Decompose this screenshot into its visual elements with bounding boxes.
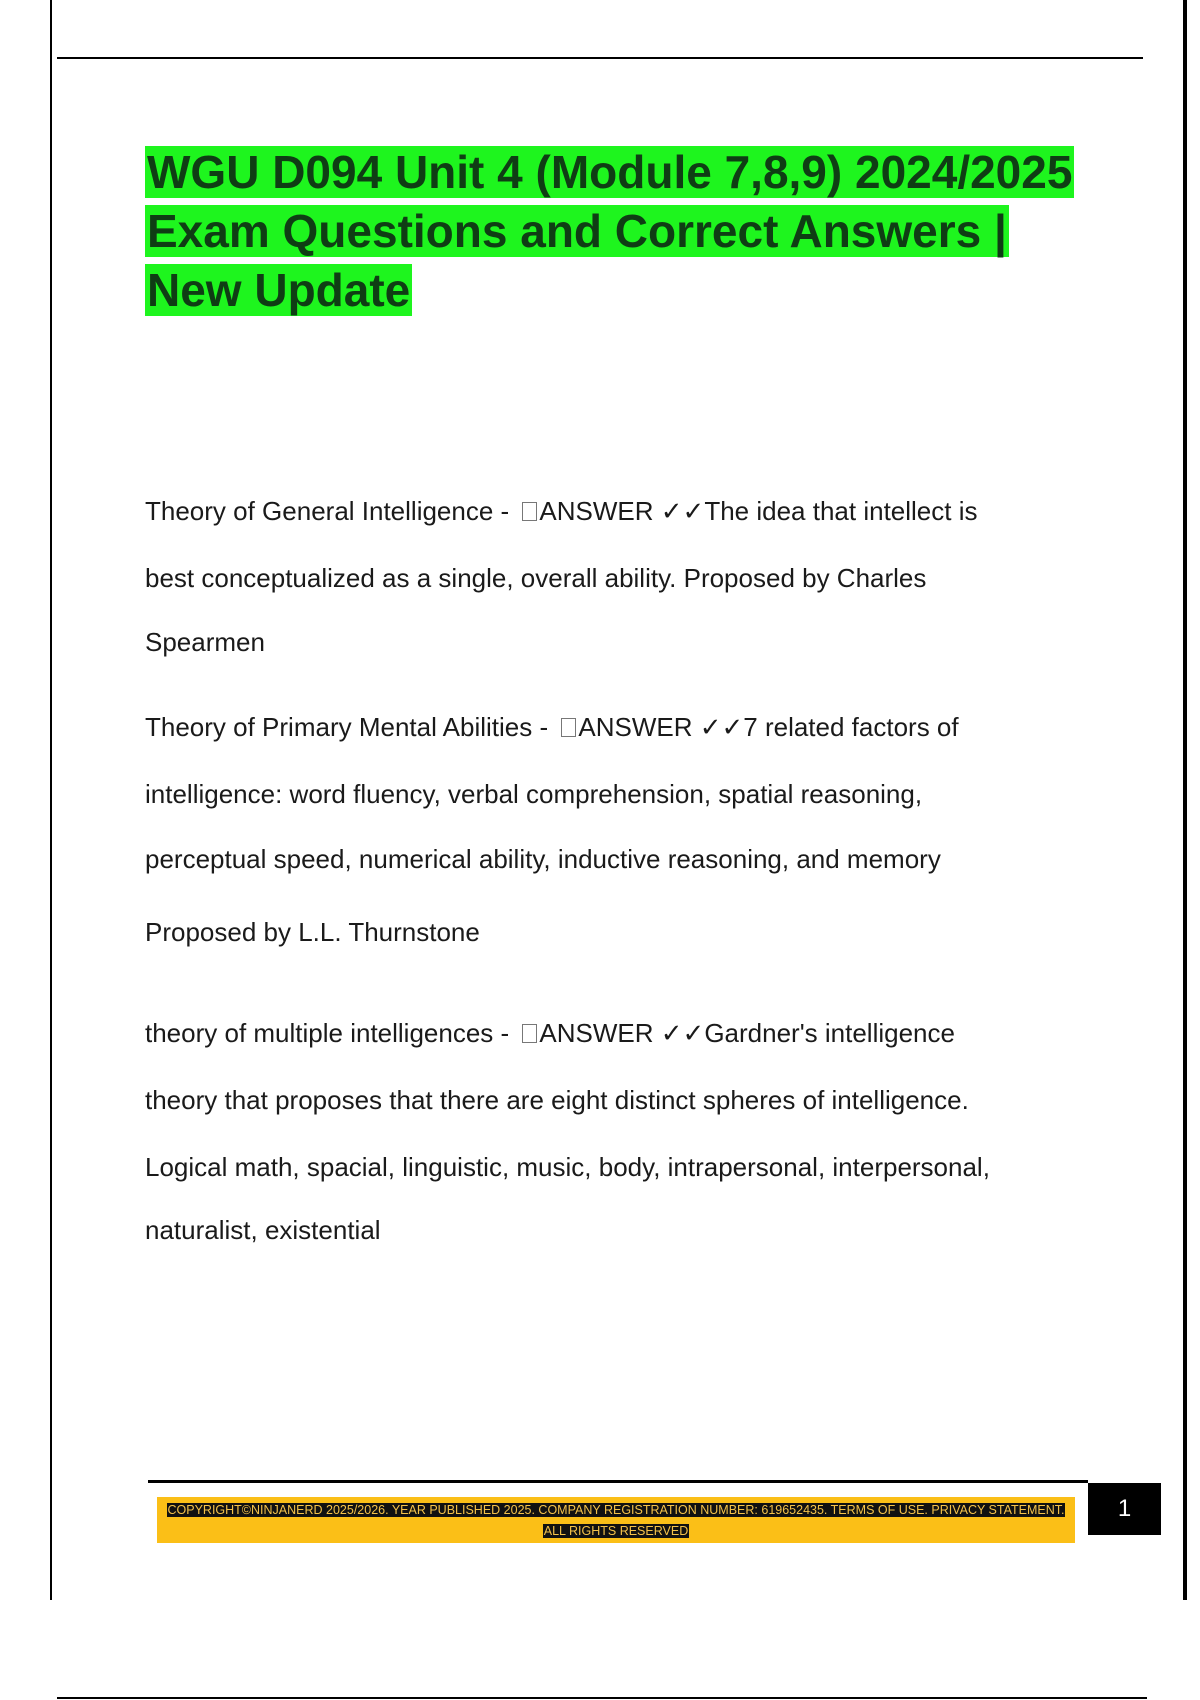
answer-text: ANSWER ✓✓The idea that intellect is [539,496,978,526]
copyright-text: COPYRIGHT©NINJANERD 2025/2026. YEAR PUBLISHED 2025. COMPANY REGISTRATION NUMBER: 619652435. TERMS OF USE. PRIVACY STATEMENT. ALL RIGHTS RESERVED [167,1503,1065,1538]
page-frame-left [50,0,52,1600]
qa-entry [145,1000,1090,1259]
answer-text: ANSWER ✓✓7 related factors of [578,712,959,742]
qa-line: naturalist, existential [145,1215,381,1245]
qa-line: intelligence: word fluency, verbal comprehension, spatial reasoning, [145,779,923,809]
missing-glyph-icon [561,718,576,737]
qa-line: Logical math, spacial, linguistic, music, body, intrapersonal, interpersonal, [145,1152,990,1182]
qa-entry [145,694,1090,974]
qa-entry [145,478,1090,672]
next-page-rule [57,1697,1147,1699]
answer-text: ANSWER ✓✓Gardner's intelligence [539,1018,955,1048]
qa-line [145,478,1090,545]
question-term: theory of multiple intelligences - [145,1018,517,1048]
qa-line: Proposed by L.L. Thurnstone [145,917,480,947]
copyright-notice [160,1500,1072,1542]
document-title-text: WGU D094 Unit 4 (Module 7,8,9) 2024/2025 Exam Questions and Correct Answers | New Update [147,146,1073,316]
missing-glyph-icon [522,1024,537,1043]
header-rule [57,57,1143,59]
question-term: Theory of General Intelligence - [145,496,517,526]
qa-line: theory that proposes that there are eight distinct spheres of intelligence. [145,1085,969,1115]
page-frame-right [1183,0,1187,1600]
qa-line: best conceptualized as a single, overall ability. Proposed by Charles [145,563,927,593]
footer-rule [148,1480,1088,1483]
qa-line: Spearmen [145,627,265,657]
question-term: Theory of Primary Mental Abilities - [145,712,556,742]
missing-glyph-icon [522,502,537,521]
qa-line: perceptual speed, numerical ability, inductive reasoning, and memory [145,844,941,874]
qa-line [145,1000,1090,1067]
page-number: 1 [1088,1483,1161,1535]
qa-line [145,694,1090,761]
document-title [145,143,1085,320]
